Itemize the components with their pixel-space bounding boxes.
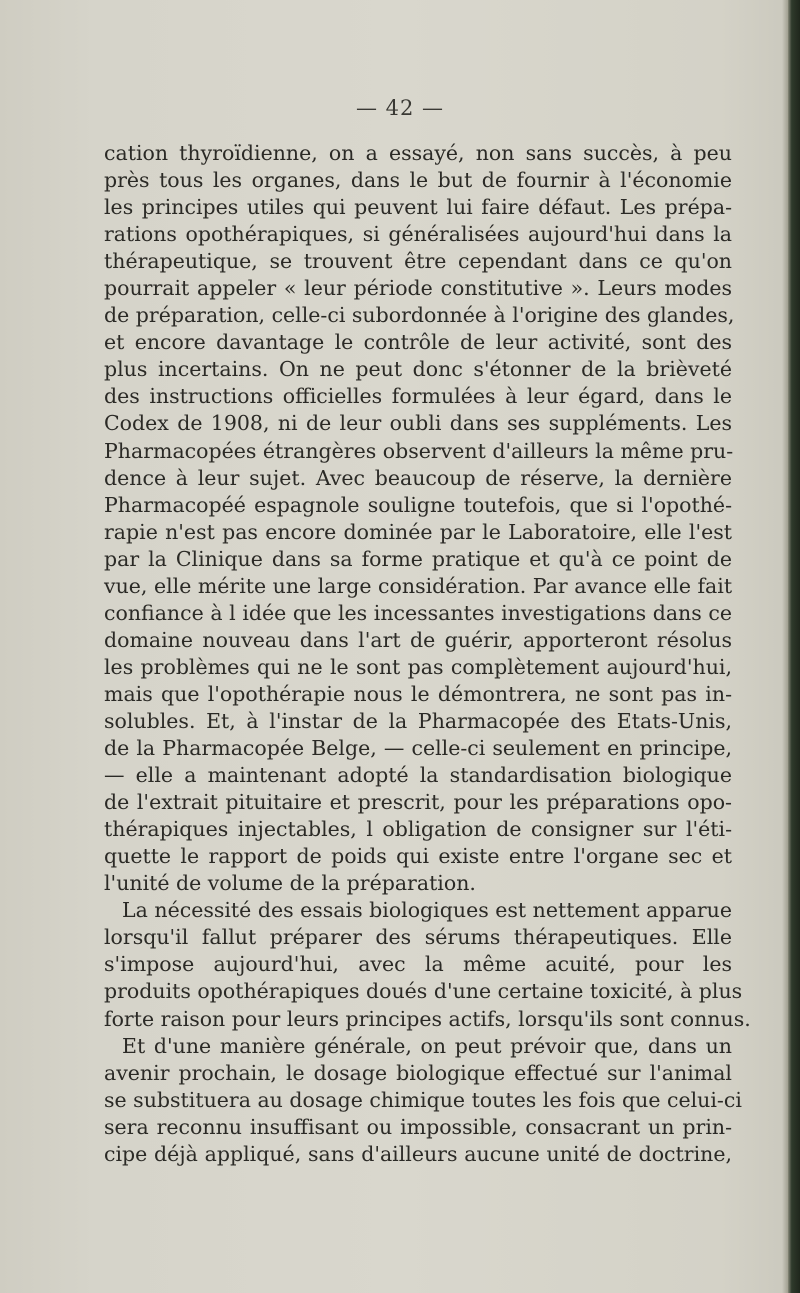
text-line: par la Clinique dans sa forme pratique et qu'à ce point de (104, 546, 732, 571)
text-line: Codex de 1908, ni de leur oubli dans ses suppléments. Les (104, 411, 732, 436)
text-line: Pharmacopéé espagnole souligne toutefois, que si l'opothé- (104, 492, 732, 517)
text-line: forte raison pour leurs principes actifs, lorsqu'ils sont connus. (104, 1006, 751, 1031)
text-line: plus incertains. On ne peut donc s'étonner de la brièveté (104, 357, 732, 382)
text-line: solubles. Et, à l'instar de la Pharmacopée des Etats-Unis, (104, 708, 732, 733)
text-line-paragraph-start: La nécessité des essais biologiques est nettement apparue (122, 898, 732, 923)
text-line: rapie n'est pas encore dominée par le Laboratoire, elle l'est (104, 519, 732, 544)
text-line: thérapiques injectables, l obligation de consigner sur l'éti- (104, 817, 732, 842)
text-line: confiance à l idée que les incessantes investigations dans ce (104, 600, 732, 625)
text-line: produits opothérapiques doués d'une certaine toxicité, à plus (104, 979, 743, 1004)
text-line: Pharmacopées étrangères observent d'ailleurs la même pru- (104, 438, 734, 463)
text-line-paragraph-start: Et d'une manière générale, on peut prévoir que, dans un (122, 1033, 732, 1058)
page-number: — 42 — (355, 96, 445, 120)
body-text (104, 140, 751, 1168)
text-line: domaine nouveau dans l'art de guérir, apporteront résolus (104, 627, 732, 652)
text-line: pourrait appeler « leur période constitutive ». Leurs modes (104, 276, 732, 301)
text-line: vue, elle mérite une large considération. Par avance elle fait (104, 573, 733, 598)
page-binding-edge (788, 0, 800, 1293)
text-line: quette le rapport de poids qui existe entre l'organe sec et (104, 844, 732, 869)
text-line: de la Pharmacopée Belge, — celle-ci seulement en principe, (104, 736, 732, 761)
text-line: de préparation, celle-ci subordonnée à l'origine des glandes, (104, 303, 735, 328)
text-line: thérapeutique, se trouvent être cependant dans ce qu'on (104, 249, 732, 274)
text-line: de l'extrait pituitaire et prescrit, pour les préparations opo- (104, 790, 732, 815)
text-line: avenir prochain, le dosage biologique effectué sur l'animal (104, 1060, 732, 1085)
text-line: les problèmes qui ne le sont pas complètement aujourd'hui, (104, 654, 732, 679)
text-line: dence à leur sujet. Avec beaucoup de réserve, la dernière (104, 465, 732, 490)
text-line: s'impose aujourd'hui, avec la même acuité, pour les (104, 952, 732, 977)
text-line: sera reconnu insuffisant ou impossible, consacrant un prin- (104, 1114, 732, 1139)
text-line: rations opothérapiques, si généralisées aujourd'hui dans la (104, 222, 732, 247)
text-line: des instructions officielles formulées à leur égard, dans le (104, 384, 732, 409)
text-line: et encore davantage le contrôle de leur activité, sont des (104, 330, 732, 355)
text-line: cation thyroïdienne, on a essayé, non sans succès, à peu (104, 141, 732, 165)
text-line: — elle a maintenant adopté la standardisation biologique (104, 763, 732, 788)
text-line: cipe déjà appliqué, sans d'ailleurs aucune unité de doctrine, (104, 1141, 732, 1166)
text-line: se substituera au dosage chimique toutes les fois que celui-ci (104, 1087, 742, 1112)
text-line: les principes utiles qui peuvent lui faire défaut. Les prépa- (104, 195, 732, 220)
text-line: près tous les organes, dans le but de fournir à l'économie (104, 168, 732, 193)
text-line: lorsqu'il fallut préparer des sérums thérapeutiques. Elle (104, 925, 732, 950)
text-line: mais que l'opothérapie nous le démontrera, ne sont pas in- (104, 681, 732, 706)
text-line-paragraph-end: l'unité de volume de la préparation. (104, 871, 476, 896)
